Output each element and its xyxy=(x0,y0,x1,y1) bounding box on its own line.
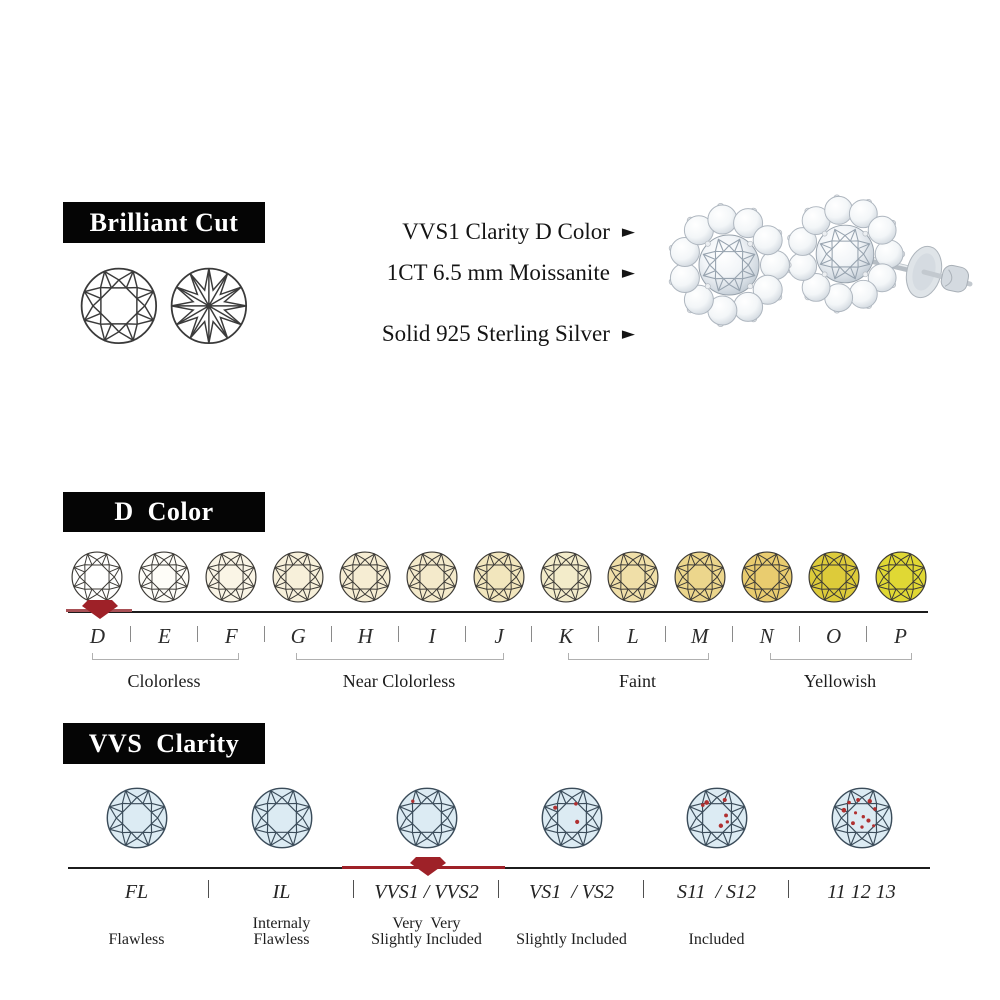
color-gem-L xyxy=(599,550,666,604)
clarity-name-VVS: Very Very Slightly Included xyxy=(371,915,482,948)
clarity-grade-I: 11 12 13 xyxy=(827,880,896,903)
color-letter-row xyxy=(64,622,934,650)
clarity-name-FL: Flawless xyxy=(108,931,165,948)
color-letter: E xyxy=(131,622,198,650)
color-letter: O xyxy=(800,622,867,650)
group-label-faint: Faint xyxy=(618,671,656,691)
earring-left xyxy=(669,203,791,326)
color-letter: G xyxy=(265,622,332,650)
group-bracket-near-colorless xyxy=(296,653,504,660)
d-color-label: D Color xyxy=(114,497,214,526)
group-bracket-faint xyxy=(568,653,709,660)
color-scale-line xyxy=(68,611,928,613)
color-letter: N xyxy=(733,622,800,650)
clarity-name-SI: Included xyxy=(688,931,745,948)
arrow-icon: ► xyxy=(621,263,635,283)
clarity-grade-SI: S11 / S12 xyxy=(644,878,789,906)
earrings-image xyxy=(640,168,980,353)
d-color-badge xyxy=(63,492,265,532)
clarity-gem-VS xyxy=(499,786,644,850)
clarity-gem-IL xyxy=(209,786,354,850)
clarity-grade-row xyxy=(64,878,934,906)
arrow-icon: ► xyxy=(621,324,635,344)
color-gem-G xyxy=(265,550,332,604)
brilliant-cut-label: Brilliant Cut xyxy=(89,207,239,237)
cut-top-view-icon xyxy=(82,269,157,344)
group-bracket-yellowish xyxy=(770,653,912,660)
feature-text: 1CT 6.5 mm Moissanite xyxy=(386,260,610,285)
color-gem-J xyxy=(466,550,533,604)
cut-star-view-icon xyxy=(172,269,247,344)
color-letter: J xyxy=(466,622,533,650)
color-gem-I xyxy=(399,550,466,604)
group-bracket-colorless xyxy=(92,653,239,660)
color-letter: P xyxy=(894,623,907,648)
clarity-gem-row xyxy=(64,786,934,850)
color-letter: D xyxy=(64,622,131,650)
clarity-name-IL: Internaly Flawless xyxy=(252,915,311,948)
clarity-grade-FL: FL xyxy=(64,878,209,906)
clarity-grade-VVS: VVS1 / VVS2 xyxy=(354,878,499,906)
clarity-gem-VVS xyxy=(354,786,499,850)
clarity-name-row xyxy=(64,912,934,948)
clarity-grade-IL: IL xyxy=(209,878,354,906)
color-letter: K xyxy=(532,622,599,650)
feature-text: VVS1 Clarity D Color xyxy=(402,219,610,244)
arrow-icon: ► xyxy=(621,222,635,242)
clarity-name-I xyxy=(789,912,934,948)
color-gem-F xyxy=(198,550,265,604)
color-gem-N xyxy=(733,550,800,604)
color-letter: M xyxy=(666,622,733,650)
color-letter: I xyxy=(399,622,466,650)
color-letter: H xyxy=(332,622,399,650)
feature-text: Solid 925 Sterling Silver xyxy=(381,321,610,346)
color-letter: L xyxy=(599,622,666,650)
color-gem-O xyxy=(800,550,867,604)
color-gem-E xyxy=(131,550,198,604)
color-gem-P xyxy=(867,550,934,604)
group-label-near-colorless: Near Clolorless xyxy=(342,671,456,691)
clarity-gem-I xyxy=(789,786,934,850)
cut-diagram xyxy=(76,263,248,347)
earring-right xyxy=(788,195,905,313)
color-gem-K xyxy=(532,550,599,604)
clarity-gem-SI xyxy=(644,786,789,850)
group-label-yellowish: Yellowish xyxy=(803,671,877,691)
clarity-grade-VS: VS1 / VS2 xyxy=(499,878,644,906)
inclusion-dots xyxy=(411,800,414,803)
brilliant-cut-badge xyxy=(63,202,265,243)
clarity-gem-FL xyxy=(64,786,209,850)
vvs-clarity-badge xyxy=(63,723,265,764)
color-gem-H xyxy=(332,550,399,604)
clarity-name-VS: Slightly Included xyxy=(516,931,627,948)
color-marker-icon xyxy=(82,598,118,620)
feature-line-silver xyxy=(295,295,635,373)
color-gem-D xyxy=(64,550,131,604)
color-gem-M xyxy=(666,550,733,604)
color-gem-row xyxy=(64,550,934,604)
vvs-clarity-label: VVS Clarity xyxy=(88,728,240,758)
earring-clutch xyxy=(940,264,971,294)
color-letter: F xyxy=(198,622,265,650)
group-label-colorless: Clolorless xyxy=(127,671,201,691)
clarity-marker-icon xyxy=(410,855,446,877)
